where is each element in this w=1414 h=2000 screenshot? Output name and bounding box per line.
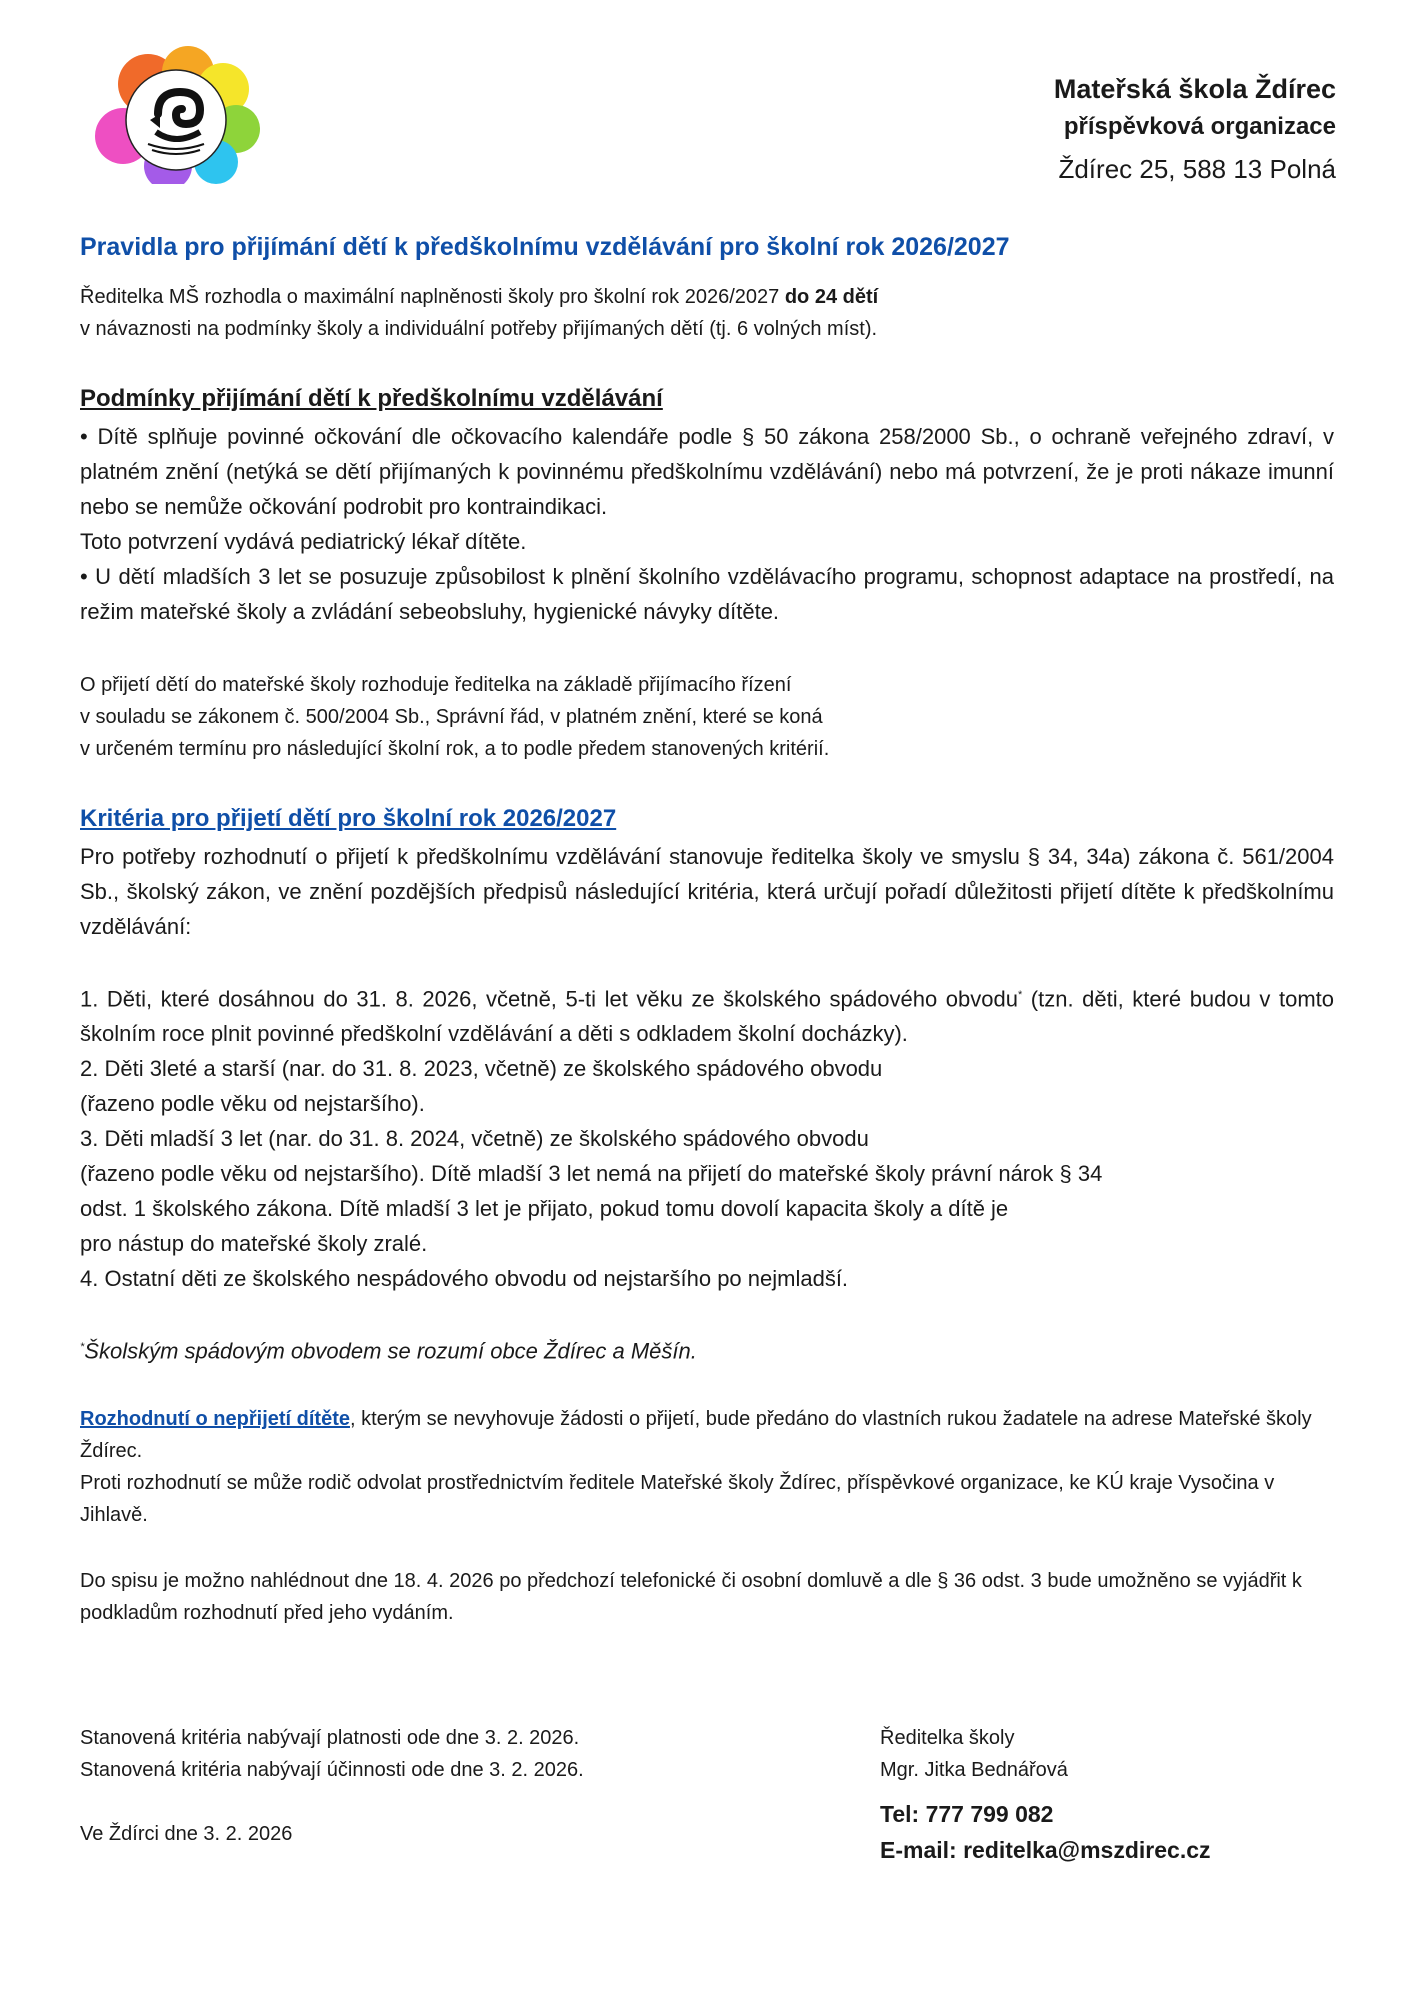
criterion-3-line-1: 3. Děti mladší 3 let (nar. do 31. 8. 2024, včetně) ze školského spádového obvodu <box>80 1126 869 1152</box>
school-name: Mateřská škola Ždírec <box>1053 74 1336 104</box>
school-address: Ždírec 25, 588 13 Polná <box>1058 154 1336 184</box>
footnote-marker: * <box>80 1341 85 1354</box>
school-logo <box>88 44 263 184</box>
school-logo-icon <box>88 44 263 184</box>
signature-block <box>880 1722 1211 1868</box>
criterion-1 <box>80 978 1334 1051</box>
criterion-4: 4. Ostatní děti ze školského nespádového obvodu od nejstaršího po nejmladší. <box>80 1266 849 1292</box>
criterion-2-line-2: (řazeno podle věku od nejstaršího). <box>80 1091 425 1117</box>
school-org-type: příspěvková organizace <box>1063 113 1336 140</box>
criteria-heading[interactable]: Kritéria pro přijetí dětí pro školní rok 2026/2027 <box>80 805 617 832</box>
condition-bullet-vaccination: • Dítě splňuje povinné očkování dle očkovacího kalendáře podle § 50 zákona 258/2000 Sb., o ochraně veřejného zdraví, v platném znění (netýká se dětí přijímaných k povinnému předškolnímu vzdělávání) nebo má potvrzení, že je proti nákaze imunní nebo se nemůže očkování podrobit pro kontraindikaci. <box>80 424 1334 519</box>
signatory-name: Mgr. Jitka Bednářová <box>880 1759 1068 1781</box>
decision-line-2: v souladu se zákonem č. 500/2004 Sb., Správní řád, v platném znění, které se koná <box>80 706 823 728</box>
footnote-text: Školským spádovým obvodem se rozumí obce Ždírec a Měšín. <box>84 1338 697 1364</box>
validity-block <box>80 1722 584 1850</box>
school-header <box>1054 70 1336 192</box>
decision-line-3: v určeném termínu pro následující školní rok, a to podle předem stanovených kritérií. <box>80 738 830 760</box>
condition-bullet-vaccination-tail: Toto potvrzení vydává pediatrický lékař dítěte. <box>80 529 527 554</box>
criterion-3-line-2: (řazeno podle věku od nejstaršího). Dítě mladší 3 let nemá na přijetí do mateřské školy právní nárok § 34 <box>80 1161 1103 1187</box>
criteria-intro: Pro potřeby rozhodnutí o přijetí k předškolnímu vzdělávání stanovuje ředitelka školy ve smyslu § 34, 34a) zákona č. 561/2004 Sb., školský zákon, ve znění pozdějších předpisů následující kritéria, která určují pořadí důležitosti přijetí dítěte k předškolnímu vzdělávání: <box>80 844 1334 939</box>
criterion-3-line-3: odst. 1 školského zákona. Dítě mladší 3 let je přijato, pokud tomu dovolí kapacita školy a dítě je <box>80 1196 1009 1222</box>
signatory-role: Ředitelka školy <box>880 1727 1015 1749</box>
validity-line-2: Stanovená kritéria nabývají účinnosti ode dne 3. 2. 2026. <box>80 1759 584 1781</box>
rejection-text: , kterým se nevyhovuje žádosti o přijetí, bude předáno do vlastních rukou žadatele na adrese Mateřské školy Ždírec. <box>80 1407 1312 1462</box>
contact-phone[interactable]: Tel: 777 799 082 <box>880 1801 1054 1827</box>
validity-line-1: Stanovená kritéria nabývají platnosti ode dne 3. 2. 2026. <box>80 1727 580 1749</box>
place-date: Ve Ždírci dne 3. 2. 2026 <box>80 1823 293 1845</box>
intro-line-1 <box>80 281 1334 313</box>
criterion-2-line-1: 2. Děti 3leté a starší (nar. do 31. 8. 2023, včetně) ze školského spádového obvodu <box>80 1056 883 1082</box>
footnote-marker: * <box>1017 989 1023 1001</box>
criterion-3-line-4: pro nástup do mateřské školy zralé. <box>80 1231 428 1257</box>
intro-text: Ředitelka MŠ rozhodla o maximální naplněnosti školy pro školní rok 2026/2027 <box>80 286 785 308</box>
document-body <box>80 225 1334 1629</box>
rejection-paragraph <box>80 1403 1334 1467</box>
file-review-paragraph: Do spisu je možno nahlédnout dne 18. 4. 2026 po předchozí telefonické či osobní domluvě a dle § 36 odst. 3 bude umožněno se vyjádřit k podkladům rozhodnutí před jeho vydáním. <box>80 1569 1302 1624</box>
decision-line-1: O přijetí dětí do mateřské školy rozhoduje ředitelka na základě přijímacího řízení <box>80 674 792 696</box>
footnote <box>80 1330 1334 1368</box>
appeal-paragraph: Proti rozhodnutí se může rodič odvolat prostřednictvím ředitele Mateřské školy Ždírec, příspěvkové organizace, ke KÚ kraje Vysočina v Jihlavě. <box>80 1471 1275 1526</box>
condition-bullet-under-3: • U dětí mladších 3 let se posuzuje způsobilost k plnění školního vzdělávacího programu, schopnost adaptace na prostředí, na režim mateřské školy a zvládání sebeobsluhy, hygienické návyky dítěte. <box>80 564 1334 624</box>
rejection-decision-link[interactable]: Rozhodnutí o nepřijetí dítěte <box>80 1407 350 1430</box>
intro-line-2: v návaznosti na podmínky školy a individuální potřeby přijímaných dětí (tj. 6 volných míst). <box>80 318 878 340</box>
page-title: Pravidla pro přijímání dětí k předškolnímu vzdělávání pro školní rok 2026/2027 <box>80 233 1010 261</box>
conditions-heading: Podmínky přijímání dětí k předškolnímu vzdělávání <box>80 385 663 412</box>
contact-email[interactable]: E-mail: reditelka@mszdirec.cz <box>880 1837 1211 1863</box>
criterion-1-text: 1. Děti, které dosáhnou do 31. 8. 2026, včetně, 5-ti let věku ze školského spádového obvodu <box>80 986 1018 1012</box>
criterion-1-text-cont: (tzn. děti, které budou v tomto školním roce plnit povinné předškolní vzdělávání a děti s odkladem školní docházky). <box>80 986 1334 1047</box>
capacity-highlight: do 24 dětí <box>784 286 879 308</box>
